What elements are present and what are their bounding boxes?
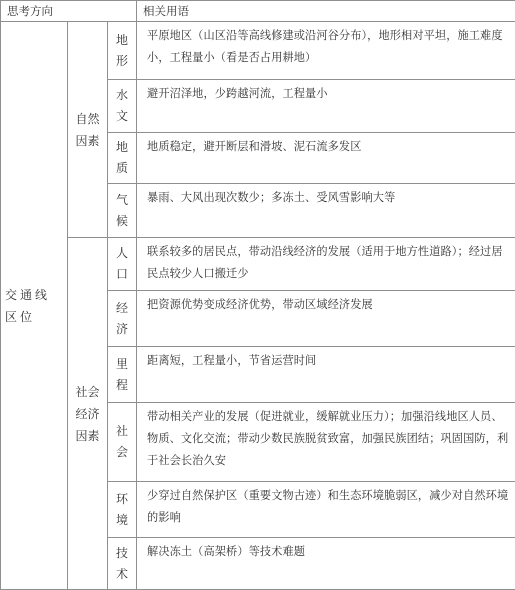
factor-label: 水文 <box>115 85 129 127</box>
factor-cell <box>108 238 137 291</box>
direction-cell: 交通线区位 <box>1 22 68 590</box>
factor-cell <box>108 538 137 590</box>
factor-cell <box>108 22 137 80</box>
factor-label: 气候 <box>115 190 129 232</box>
term-cell: 联系较多的居民点，带动沿线经济的发展（适用于地方性道路）；经过居民点较少人口搬迁少 <box>137 238 515 291</box>
factor-cell <box>108 80 137 133</box>
term-cell: 地质稳定，避开断层和滑坡、泥石流多发区 <box>137 133 515 184</box>
factor-label: 里程 <box>115 354 129 396</box>
table-row <box>1 22 515 80</box>
factor-cell <box>108 482 137 538</box>
factor-label: 地形 <box>115 30 129 72</box>
factor-cell <box>108 291 137 347</box>
category-social-label: 社会经济因素 <box>73 381 103 447</box>
category-social <box>68 238 108 590</box>
factor-label: 环境 <box>115 489 129 531</box>
category-natural <box>68 22 108 238</box>
header-direction: 思考方向 <box>1 1 137 22</box>
factor-label: 社会 <box>115 421 129 463</box>
term-cell: 距离短，工程量小，节省运营时间 <box>137 347 515 403</box>
term-cell: 少穿过自然保护区（重要文物古迹）和生态环境脆弱区，减少对自然环境的影响 <box>137 482 515 538</box>
term-cell: 带动相关产业的发展（促进就业，缓解就业压力）；加强沿线地区人员、物质、文化交流；带动少数民族脱贫致富，加强民族团结；巩固国防，利于社会长治久安 <box>137 403 515 482</box>
factor-label: 经济 <box>115 298 129 340</box>
factor-label: 技术 <box>115 543 129 585</box>
factor-cell <box>108 133 137 184</box>
term-cell: 避开沼泽地，少跨越河流，工程量小 <box>137 80 515 133</box>
factor-label: 地质 <box>115 137 129 179</box>
table-row <box>1 238 515 291</box>
category-natural-label: 自然因素 <box>73 108 103 152</box>
table-header-row <box>1 1 515 22</box>
term-cell: 暴雨、大风出现次数少；多冻土、受风雪影响大等 <box>137 184 515 238</box>
factor-cell <box>108 184 137 238</box>
term-cell: 把资源优势变成经济优势，带动区域经济发展 <box>137 291 515 347</box>
factor-cell <box>108 403 137 482</box>
term-cell: 平原地区（山区沿等高线修建或沿河谷分布），地形相对平坦，施工难度小，工程量小（看是否占用耕地） <box>137 22 515 80</box>
factor-cell <box>108 347 137 403</box>
header-terms: 相关用语 <box>137 1 515 22</box>
term-cell: 解决冻土（高架桥）等技术难题 <box>137 538 515 590</box>
factor-label: 人口 <box>115 243 129 285</box>
